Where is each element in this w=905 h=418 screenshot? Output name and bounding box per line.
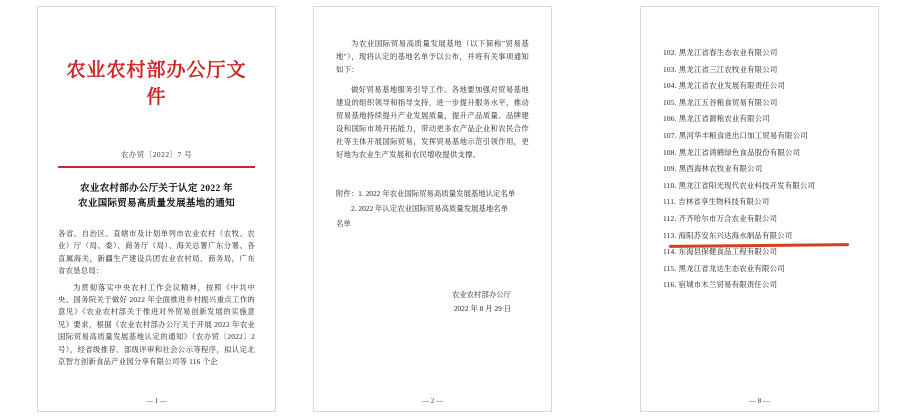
page-number: — 8 —	[749, 397, 770, 405]
list-item: 112. 齐齐哈尔市万合农业有限公司	[663, 213, 778, 223]
signature-date: 2022 年 8 月 29 日	[453, 304, 511, 313]
attachment-list	[336, 187, 529, 230]
attachment-item: 附件：1. 2022 年农业国际贸易高质量发展基地认定名单	[336, 189, 516, 198]
list-item: 104. 黑龙江省农业发展有限责任公司	[663, 81, 786, 91]
list-item: 103. 黑龙江省三江农牧业有限公司	[663, 64, 778, 74]
document-subtitle-line-2: 农业国际贸易高质量发展基地的通知	[78, 199, 235, 209]
red-divider	[58, 166, 255, 168]
signature-block	[336, 288, 529, 316]
document-subtitle-line-1: 农业农村部办公厅关于认定 2022 年	[80, 184, 233, 194]
list-item: 109. 黑西海林农牧业有限公司	[663, 164, 763, 174]
list-item: 111. 吉林省享生物科技有限公司	[663, 197, 770, 207]
document-number: 农办贸〔2022〕7 号	[120, 150, 193, 159]
page-2-body	[336, 37, 529, 161]
paragraph: 为农业国际贸易高质量发展基地（以下简称"贸易基地"），现将认定的基地名单予以公布，并将有关事项通知如下：	[336, 39, 529, 74]
list-item: 106. 黑龙江省源粮农业有限公司	[663, 114, 770, 124]
page-title: 农业农村部办公厅文件	[66, 60, 247, 108]
list-item: 116. 宿城市木兰贸易有限责任公司	[663, 280, 778, 290]
attachment-item: 2. 2022 年认定农业国际贸易高质量发展基地名单	[351, 204, 509, 213]
page-number: — 2 —	[422, 397, 443, 405]
signature-organization: 农业农村部办公厅	[451, 290, 511, 299]
document-page-1	[37, 6, 276, 412]
document-page-3	[640, 6, 879, 412]
paragraph: 做好贸易基地服务引导工作。各地要加强对贸易基地建设的组织领导和指导支持，进一步提升服务水平，推动贸易基地持续提升产业发展质量，提升产品质量、品牌建设和国际市场开拓能力，带动更多农产品企业和农民合作社等主体开展国际贸易，发挥贸易基地示范引领作用，更好地为农业生产发展和农民增收提供支撑。	[336, 85, 529, 159]
list-item: 105. 黑龙江五谷粮食贸易有限公司	[663, 97, 778, 107]
paragraph: 为贯彻落实中央农村工作会议精神，按照《中共中央、国务院关于做好 2022 年全面推进乡村振兴重点工作的意见》《农业农村部关于推进对外贸易创新发展的实施意见》要求，根据《农业农村部办公厅关于开展 2022 年农业国际贸易高质量发展基地认定的通知》（农办贸〔2022〕2 号），经省级推荐、部级评审和社会公示等程序，拟认定北京智方创新食品产业园分享有限公司等 116 个企	[58, 282, 255, 367]
page-1-body	[58, 228, 255, 368]
list-item: 102. 黑龙江省春生态农业有限公司	[663, 48, 778, 57]
list-item: 110. 黑龙江省阳光现代农业科技开发有限公司	[663, 180, 816, 190]
document-subtitle	[58, 182, 255, 212]
list-item: 114. 东海县保健食品工程有限公司	[663, 247, 778, 257]
attachment-item-tail: 名单	[336, 219, 351, 228]
page-number: — 1 —	[146, 397, 167, 405]
list-item-highlighted: 113. 海阳苏安东兴达海水制品有限公司	[663, 230, 793, 240]
list-item: 108. 黑龙江省鸿鹤绿色食品股份有限公司	[663, 147, 801, 157]
paragraph: 各省、自治区、直辖市及计划单列市农业农村（农牧、农业）厅（局、委）、商务厅（局）、海关总署广东分署、各直属海关，新疆生产建设兵团农业农村局、商务局，广东省农垦总局：	[58, 229, 255, 276]
document-page-2	[313, 6, 552, 412]
list-item: 115. 黑龙江省龙达生态农业有限公司	[663, 263, 785, 273]
company-list	[663, 45, 862, 294]
list-item: 107. 黑河华丰粮食进出口加工贸易有限公司	[663, 130, 808, 140]
